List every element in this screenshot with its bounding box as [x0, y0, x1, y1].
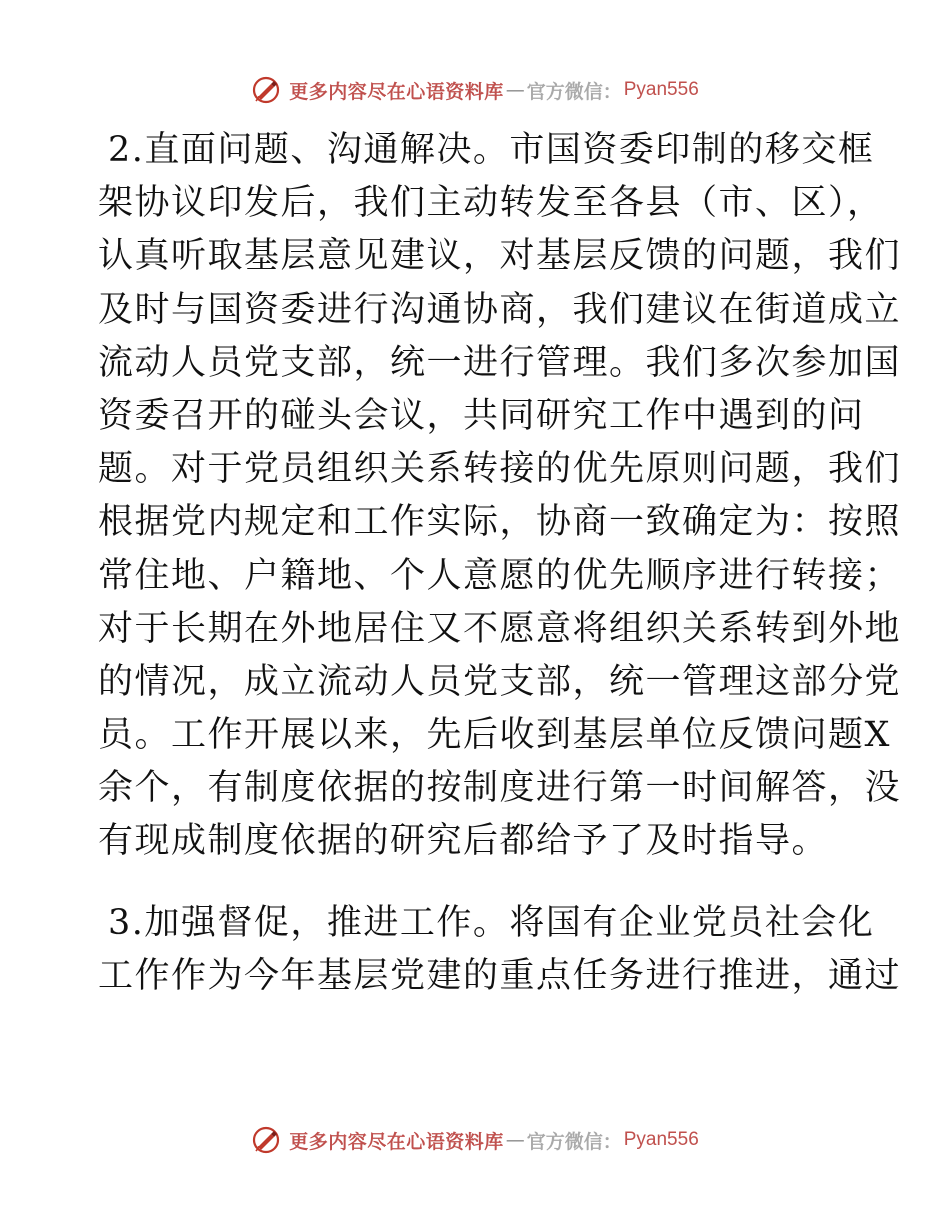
- paragraph-line: 及时与国资委进行沟通协商，我们建议在街道成立: [98, 289, 902, 330]
- paragraph-line: 工作作为今年基层党建的重点任务进行推进，通过: [98, 955, 902, 996]
- paragraph-line: 根据党内规定和工作实际，协商一致确定为：按照: [98, 502, 902, 543]
- footer-watermark-banner: [0, 1120, 950, 1160]
- paragraph-2: [98, 124, 902, 869]
- watermark-text: [289, 1127, 699, 1154]
- pen-logo-icon: [251, 75, 281, 105]
- watermark-dash: —: [505, 1129, 525, 1151]
- watermark-wechat-id: Pyan556: [623, 79, 699, 100]
- paragraph-line: 员。工作开展以来，先后收到基层单位反馈问题X: [98, 715, 891, 756]
- paragraph-line: 题。对于党员组织关系转接的优先原则问题，我们: [98, 449, 902, 490]
- watermark-wechat-label: 官方微信：: [526, 1130, 622, 1153]
- watermark-dash: —: [505, 79, 525, 101]
- paragraph-line: 2.直面问题、沟通解决。市国资委印制的移交框: [108, 130, 875, 170]
- paragraph-line: 对于长期在外地居住又不愿意将组织关系转到外地: [98, 608, 902, 649]
- watermark-wechat-label: 官方微信：: [526, 80, 622, 103]
- paragraph-line: 认真听取基层意见建议，对基层反馈的问题，我们: [98, 236, 902, 277]
- paragraph-3: [98, 897, 902, 1003]
- document-body: [98, 124, 902, 1003]
- watermark-text: [289, 77, 699, 104]
- paragraph-line: 架协议印发后，我们主动转发至各县（市、区），: [98, 183, 884, 224]
- paragraph-line: 资委召开的碰头会议，共同研究工作中遇到的问: [98, 395, 865, 436]
- watermark-wechat-id: Pyan556: [623, 1129, 699, 1150]
- header-watermark-banner: [0, 70, 950, 110]
- watermark-site-text: 更多内容尽在心语资料库: [289, 80, 504, 103]
- paragraph-line: 常住地、户籍地、个人意愿的优先顺序进行转接；: [98, 555, 902, 596]
- paragraph-line: 有现成制度依据的研究后都给予了及时指导。: [98, 821, 829, 862]
- paragraph-line: 流动人员党支部，统一进行管理。我们多次参加国: [98, 342, 902, 383]
- paragraph-line: 的情况，成立流动人员党支部，统一管理这部分党: [98, 661, 902, 702]
- paragraph-spacer: [98, 869, 858, 897]
- paragraph-line: 余个，有制度依据的按制度进行第一时间解答，没: [98, 768, 902, 809]
- pen-logo-icon: [251, 1125, 281, 1155]
- paragraph-line: 3.加强督促，推进工作。将国有企业党员社会化: [108, 902, 875, 943]
- watermark-site-text: 更多内容尽在心语资料库: [289, 1130, 504, 1153]
